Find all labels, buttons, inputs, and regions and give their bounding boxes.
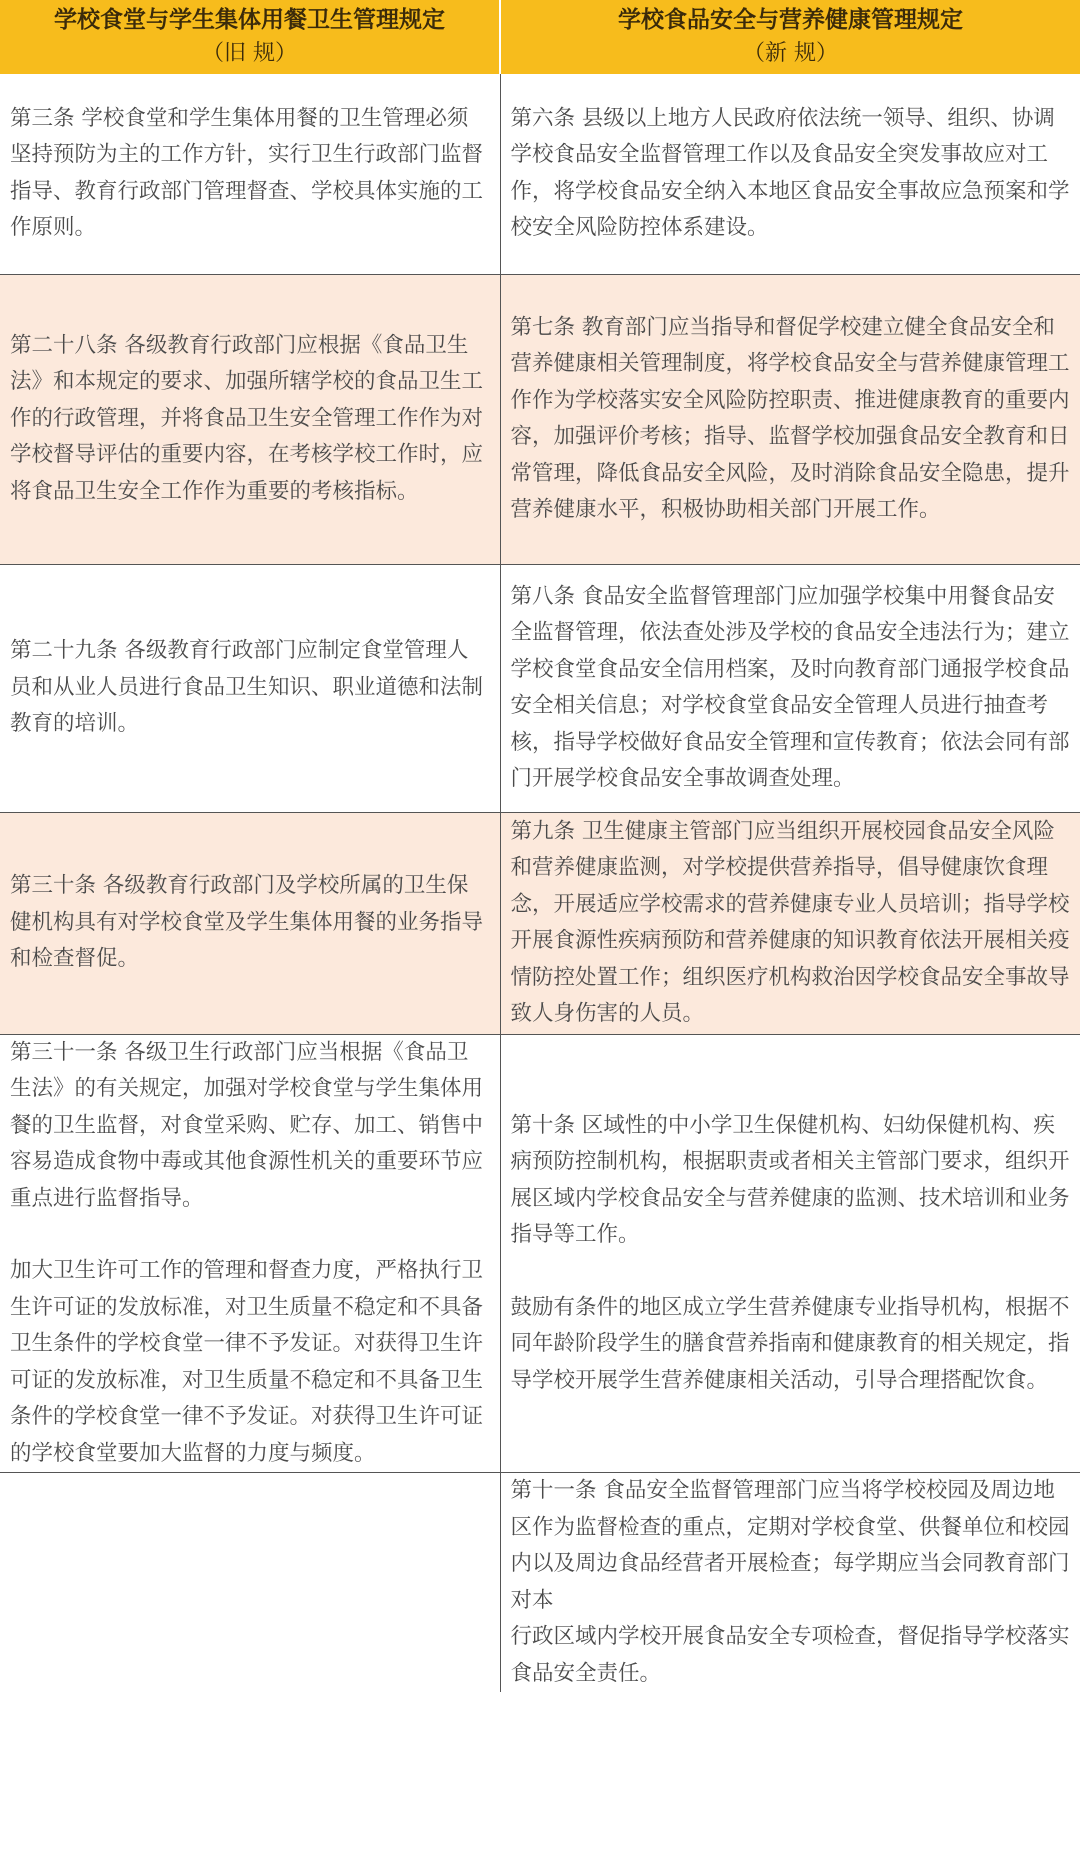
article-text: 第二十八条 各级教育行政部门应根据《食品卫生法》和本规定的要求、加强所辖学校的食品卫生工作的行政管理，并将食品卫生安全管理工作作为对学校督导评估的重要内容，在考核学校工作时，应将食品卫生安全工作作为重要的考核指标。 [10,332,484,504]
new-regulation-header [500,0,1080,74]
table-row [0,274,1080,564]
article-text: 第十条 区域性的中小学卫生保健机构、妇幼保健机构、疾病预防控制机构，根据职责或者相关主管部门要求，组织开展区域内学校食品安全与营养健康的监测、技术培训和业务指导等工作。 [510,1112,1070,1247]
new-article-cell [500,1034,1080,1473]
new-article-cell [500,1473,1080,1693]
article-text: 鼓励有条件的地区成立学生营养健康专业指导机构，根据不同年龄阶段学生的膳食营养指南和健康教育的相关规定，指导学校开展学生营养健康相关活动，引导合理搭配饮食。 [510,1294,1070,1393]
table-row [0,812,1080,1034]
old-article-cell [0,812,500,1034]
article-text: 行政区域内学校开展食品安全专项检查，督促指导学校落实食品安全责任。 [510,1624,1070,1686]
article-text: 第三条 学校食堂和学生集体用餐的卫生管理必须坚持预防为主的工作方针，实行卫生行政部门监督指导、教育行政部门管理督查、学校具体实施的工作原则。 [10,105,484,241]
new-article-cell [500,74,1080,274]
table-row [0,1034,1080,1473]
old-article-cell-empty [0,1473,500,1693]
header-row [0,0,1080,74]
old-regulation-subtitle: （旧 规） [202,41,297,66]
article-text: 第八条 食品安全监督管理部门应加强学校集中用餐食品安全监督管理，依法查处涉及学校的食品安全违法行为；建立学校食堂食品安全信用档案，及时向教育部门通报学校食品安全相关信息；对学校食堂食品安全管理人员进行抽查考核，指导学校做好食品安全管理和宣传教育；依法会同有部门开展学校食品安全事故调查处理。 [510,583,1070,791]
old-article-cell [0,274,500,564]
new-article-cell [500,564,1080,812]
table-row [0,1473,1080,1693]
new-regulation-title: 学校食品安全与营养健康管理规定 [618,7,963,33]
article-text: 第二十九条 各级教育行政部门应制定食堂管理人员和从业人员进行食品卫生知识、职业道德和法制教育的培训。 [10,638,484,737]
new-regulation-subtitle: （新 规） [743,41,838,66]
article-text: 第三十一条 各级卫生行政部门应当根据《食品卫生法》的有关规定，加强对学校食堂与学生集体用餐的卫生监督，对食堂采购、贮存、加工、销售中容易造成食物中毒或其他食源性机关的重要环节应重点进行监督指导。 [10,1039,484,1211]
new-article-cell [500,812,1080,1034]
old-article-cell [0,564,500,812]
table-row [0,74,1080,274]
old-article-cell [0,1034,500,1473]
old-regulation-header [0,0,500,74]
new-article-cell [500,274,1080,564]
article-text: 第六条 县级以上地方人民政府依法统一领导、组织、协调学校食品安全监督管理工作以及食品安全突发事故应对工作，将学校食品安全纳入本地区食品安全事故应急预案和学校安全风险防控体系建设。 [510,105,1070,241]
article-text: 第三十条 各级教育行政部门及学校所属的卫生保健机构具有对学校食堂及学生集体用餐的业务指导和检查督促。 [10,873,484,972]
article-text: 第九条 卫生健康主管部门应当组织开展校园食品安全风险和营养健康监测，对学校提供营养指导，倡导健康饮食理念，开展适应学校需求的营养健康专业人员培训；指导学校开展食源性疾病预防和营养健康的知识教育依法开展相关疫情防控处置工作；组织医疗机构救治因学校食品安全事故导致人身伤害的人员。 [510,818,1070,1026]
old-article-cell [0,74,500,274]
article-text: 加大卫生许可工作的管理和督查力度，严格执行卫生许可证的发放标准，对卫生质量不稳定和不具备卫生条件的学校食堂一律不予发证。对获得卫生许可证的发放标准，对卫生质量不稳定和不具备卫生条件的学校食堂一律不予发证。对获得卫生许可证的学校食堂要加大监督的力度与频度。 [10,1258,484,1466]
article-text: 第七条 教育部门应当指导和督促学校建立健全食品安全和营养健康相关管理制度，将学校食品安全与营养健康管理工作作为学校落实安全风险防控职责、推进健康教育的重要内容，加强评价考核；指导、监督学校加强食品安全教育和日常管理，降低食品安全风险，及时消除食品安全隐患，提升营养健康水平，积极协助相关部门开展工作。 [510,314,1070,522]
old-regulation-title: 学校食堂与学生集体用餐卫生管理规定 [54,7,445,33]
article-text: 第十一条 食品安全监督管理部门应当将学校校园及周边地区作为监督检查的重点，定期对学校食堂、供餐单位和校园内以及周边食品经营者开展检查；每学期应当会同教育部门对本 [510,1478,1070,1613]
table-row [0,564,1080,812]
